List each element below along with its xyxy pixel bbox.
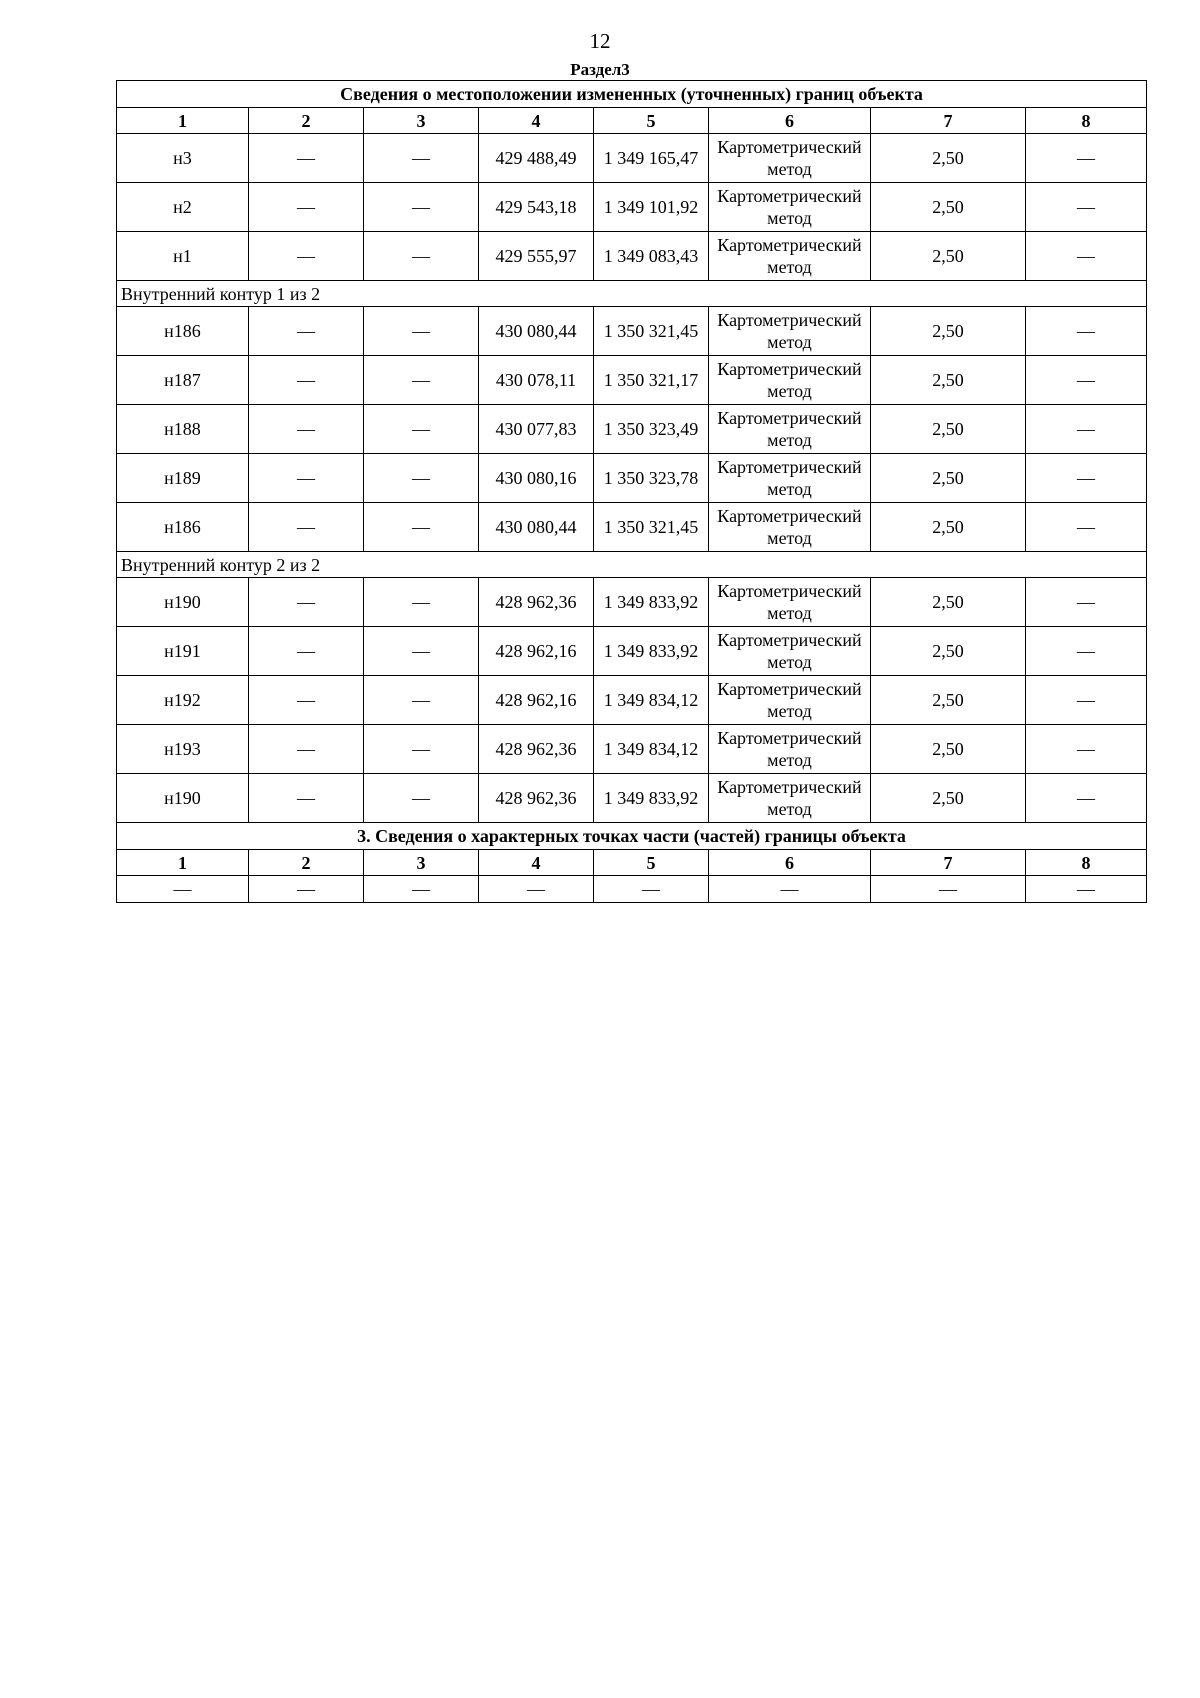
contour-label-row — [117, 281, 1147, 307]
column-header-8: 8 — [1026, 850, 1147, 876]
accuracy: 2,50 — [871, 676, 1026, 725]
table-row — [117, 454, 1147, 503]
cell-col2: — — [249, 503, 364, 552]
column-header-6: 6 — [709, 850, 871, 876]
cell-col8: — — [1026, 134, 1147, 183]
point-name: н186 — [117, 307, 249, 356]
method: Картометрический метод — [709, 578, 871, 627]
table-row — [117, 876, 1147, 903]
table-row — [117, 578, 1147, 627]
table-row — [117, 774, 1147, 823]
accuracy: 2,50 — [871, 183, 1026, 232]
cell-col2: — — [249, 725, 364, 774]
coord-y: 1 350 321,17 — [594, 356, 709, 405]
column-header-8: 8 — [1026, 108, 1147, 134]
cell-col2: — — [249, 134, 364, 183]
point-name: н190 — [117, 578, 249, 627]
coord-y: 1 349 083,43 — [594, 232, 709, 281]
accuracy: 2,50 — [871, 627, 1026, 676]
coord-x: 430 078,11 — [479, 356, 594, 405]
accuracy: 2,50 — [871, 405, 1026, 454]
cell-col2: — — [249, 627, 364, 676]
cell-col3: — — [364, 232, 479, 281]
cell-col7: — — [871, 876, 1026, 903]
coord-x: 430 077,83 — [479, 405, 594, 454]
cell-col6: — — [709, 876, 871, 903]
table2-title — [117, 823, 1147, 850]
method: Картометрический метод — [709, 503, 871, 552]
cell-col8: — — [1026, 725, 1147, 774]
column-header-6: 6 — [709, 108, 871, 134]
table-row — [117, 676, 1147, 725]
method: Картометрический метод — [709, 725, 871, 774]
table-row — [117, 307, 1147, 356]
method: Картометрический метод — [709, 774, 871, 823]
boundary-table — [116, 80, 1147, 903]
point-name: н187 — [117, 356, 249, 405]
page-number: 12 — [589, 29, 611, 53]
cell-col2: — — [249, 774, 364, 823]
coord-y: 1 349 833,92 — [594, 627, 709, 676]
cell-col2: — — [249, 578, 364, 627]
method: Картометрический метод — [709, 356, 871, 405]
cell-col2: — — [249, 876, 364, 903]
accuracy: 2,50 — [871, 232, 1026, 281]
coord-x: 428 962,16 — [479, 676, 594, 725]
column-header-2: 2 — [249, 108, 364, 134]
cell-col8: — — [1026, 627, 1147, 676]
coord-x: 428 962,16 — [479, 627, 594, 676]
table-row — [117, 232, 1147, 281]
contour-label: Внутренний контур 1 из 2 — [117, 281, 1147, 307]
table-row — [117, 503, 1147, 552]
cell-col8: — — [1026, 307, 1147, 356]
cell-col8: — — [1026, 356, 1147, 405]
accuracy: 2,50 — [871, 356, 1026, 405]
point-name: н1 — [117, 232, 249, 281]
cell-col2: — — [249, 356, 364, 405]
contour-label-row — [117, 552, 1147, 578]
cell-col8: — — [1026, 676, 1147, 725]
column-header-3: 3 — [364, 850, 479, 876]
coord-x: 428 962,36 — [479, 725, 594, 774]
method: Картометрический метод — [709, 183, 871, 232]
cell-col2: — — [249, 454, 364, 503]
cell-col3: — — [364, 405, 479, 454]
accuracy: 2,50 — [871, 578, 1026, 627]
table-body — [117, 81, 1147, 903]
coord-y: 1 350 323,78 — [594, 454, 709, 503]
coord-x: 430 080,16 — [479, 454, 594, 503]
cell-col8: — — [1026, 454, 1147, 503]
point-name: н193 — [117, 725, 249, 774]
coord-y: 1 349 101,92 — [594, 183, 709, 232]
contour-label: Внутренний контур 2 из 2 — [117, 552, 1147, 578]
point-name: н189 — [117, 454, 249, 503]
cell-col3: — — [364, 183, 479, 232]
cell-col8: — — [1026, 183, 1147, 232]
column-header-5: 5 — [594, 850, 709, 876]
table-row — [117, 183, 1147, 232]
coord-y: 1 349 834,12 — [594, 725, 709, 774]
cell-col3: — — [364, 676, 479, 725]
coord-x: 429 543,18 — [479, 183, 594, 232]
cell-col2: — — [249, 676, 364, 725]
cell-col8: — — [1026, 405, 1147, 454]
cell-col2: — — [249, 183, 364, 232]
cell-col3: — — [364, 725, 479, 774]
cell-col8: — — [1026, 578, 1147, 627]
coord-x: 428 962,36 — [479, 774, 594, 823]
coord-x: 429 555,97 — [479, 232, 594, 281]
column-header-7: 7 — [871, 850, 1026, 876]
accuracy: 2,50 — [871, 503, 1026, 552]
cell-col2: — — [249, 307, 364, 356]
point-name: н188 — [117, 405, 249, 454]
cell-col2: — — [249, 232, 364, 281]
coord-x: 429 488,49 — [479, 134, 594, 183]
method: Картометрический метод — [709, 307, 871, 356]
method: Картометрический метод — [709, 405, 871, 454]
accuracy: 2,50 — [871, 307, 1026, 356]
cell-col8: — — [1026, 774, 1147, 823]
column-header-4: 4 — [479, 850, 594, 876]
table-title-cell: Сведения о местоположении измененных (уточненных) границ объекта — [117, 81, 1147, 108]
accuracy: 2,50 — [871, 454, 1026, 503]
column-header-7: 7 — [871, 108, 1026, 134]
table-row — [117, 356, 1147, 405]
column-header-4: 4 — [479, 108, 594, 134]
accuracy: 2,50 — [871, 774, 1026, 823]
cell-col3: — — [364, 503, 479, 552]
cell-col3: — — [364, 454, 479, 503]
accuracy: 2,50 — [871, 134, 1026, 183]
cell-col3: — — [364, 578, 479, 627]
coord-x: 428 962,36 — [479, 578, 594, 627]
coord-y: 1 349 834,12 — [594, 676, 709, 725]
accuracy: 2,50 — [871, 725, 1026, 774]
column-header-3: 3 — [364, 108, 479, 134]
table-row — [117, 405, 1147, 454]
method: Картометрический метод — [709, 676, 871, 725]
cell-col3: — — [364, 876, 479, 903]
point-name: н3 — [117, 134, 249, 183]
cell-col1: — — [117, 876, 249, 903]
coord-y: 1 350 321,45 — [594, 503, 709, 552]
coord-y: 1 349 165,47 — [594, 134, 709, 183]
coord-y: 1 349 833,92 — [594, 774, 709, 823]
table-title — [117, 81, 1147, 108]
column-header-1: 1 — [117, 850, 249, 876]
point-name: н2 — [117, 183, 249, 232]
cell-col3: — — [364, 307, 479, 356]
cell-col5: — — [594, 876, 709, 903]
table2-header-row — [117, 850, 1147, 876]
table-row — [117, 627, 1147, 676]
table-row — [117, 134, 1147, 183]
method: Картометрический метод — [709, 627, 871, 676]
cell-col8: — — [1026, 232, 1147, 281]
column-header-1: 1 — [117, 108, 249, 134]
coord-y: 1 350 323,49 — [594, 405, 709, 454]
table-header-row — [117, 108, 1147, 134]
table2-title-cell: 3. Сведения о характерных точках части (частей) границы объекта — [117, 823, 1147, 850]
method: Картометрический метод — [709, 454, 871, 503]
cell-col2: — — [249, 405, 364, 454]
cell-col3: — — [364, 774, 479, 823]
method: Картометрический метод — [709, 232, 871, 281]
cell-col3: — — [364, 356, 479, 405]
point-name: н192 — [117, 676, 249, 725]
section-label: Раздел3 — [570, 60, 630, 79]
table-row — [117, 725, 1147, 774]
method: Картометрический метод — [709, 134, 871, 183]
coord-y: 1 349 833,92 — [594, 578, 709, 627]
cell-col3: — — [364, 627, 479, 676]
coord-x: 430 080,44 — [479, 503, 594, 552]
point-name: н190 — [117, 774, 249, 823]
coord-y: 1 350 321,45 — [594, 307, 709, 356]
coord-x: 430 080,44 — [479, 307, 594, 356]
cell-col8: — — [1026, 503, 1147, 552]
column-header-2: 2 — [249, 850, 364, 876]
column-header-5: 5 — [594, 108, 709, 134]
cell-col3: — — [364, 134, 479, 183]
cell-col4: — — [479, 876, 594, 903]
point-name: н191 — [117, 627, 249, 676]
point-name: н186 — [117, 503, 249, 552]
cell-col8: — — [1026, 876, 1147, 903]
